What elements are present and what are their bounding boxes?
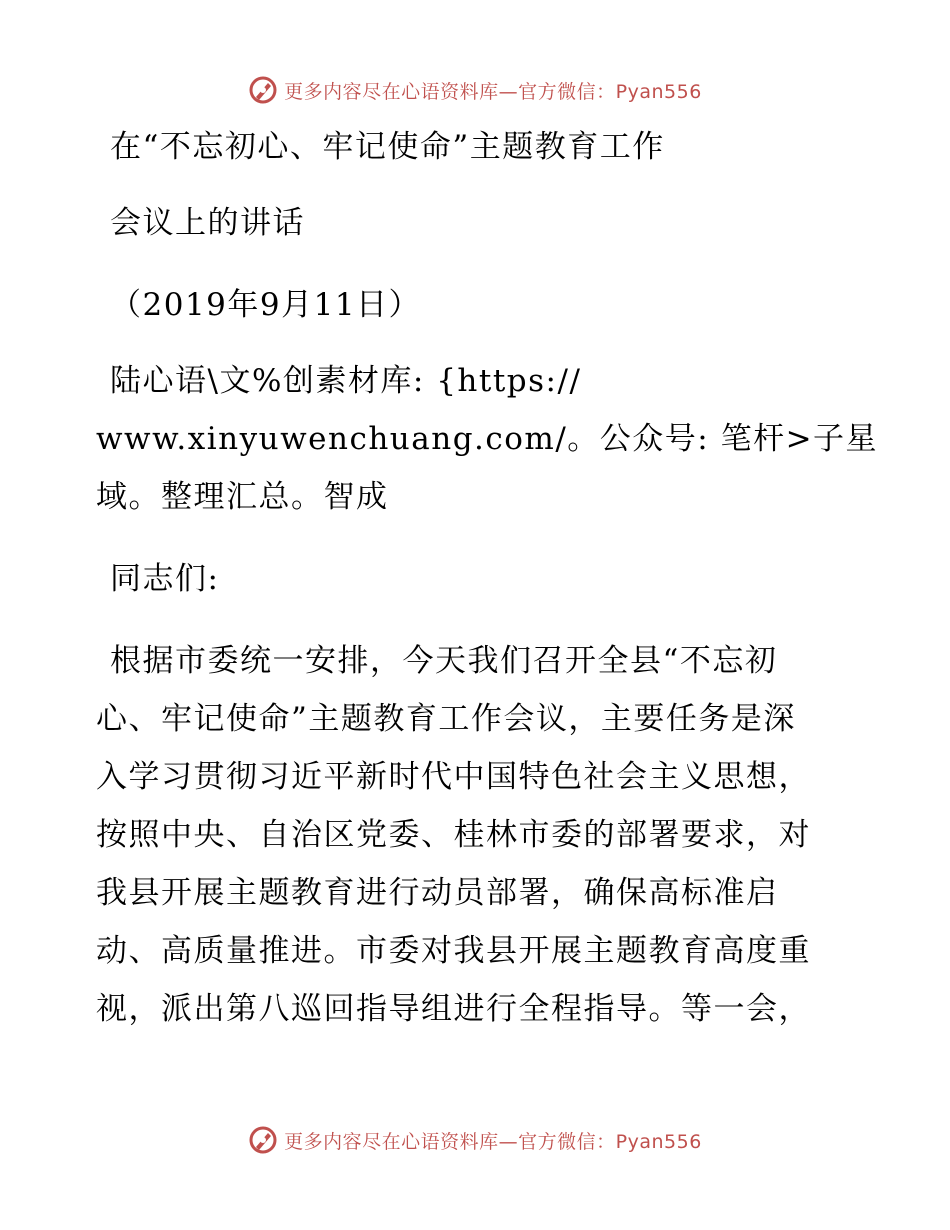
pen-logo-icon [248, 75, 278, 105]
watermark-text: 更多内容尽在心语资料库—官方微信：Pyan556 [284, 80, 702, 103]
body-line-2: 心、牢记使命”主题教育工作会议，主要任务是深 [96, 701, 796, 737]
title-line-1: 在“不忘初心、牢记使命”主题教育工作 [110, 129, 665, 165]
source-line-2: www.xinyuwenchuang.com/。公众号: 笔杆>子星 [96, 421, 879, 457]
source-line-3: 域。整理汇总。智成 [96, 479, 389, 515]
footer-watermark [0, 1122, 950, 1158]
title-line-2: 会议上的讲话 [110, 205, 305, 241]
watermark-text: 更多内容尽在心语资料库—官方微信：Pyan556 [284, 1130, 702, 1153]
pen-logo-icon [248, 1125, 278, 1155]
body-line-5: 我县开展主题教育进行动员部署，确保高标准启 [96, 875, 779, 911]
header-watermark [0, 72, 950, 108]
body-line-3: 入学习贯彻习近平新时代中国特色社会主义思想， [96, 759, 811, 795]
source-line-1: 陆心语\文%创素材库: {https:// [110, 363, 582, 399]
body-line-4: 按照中央、自治区党委、桂林市委的部署要求，对 [96, 817, 811, 853]
body-line-1: 根据市委统一安排，今天我们召开全县“不忘初 [110, 643, 778, 679]
document-body [96, 118, 879, 1038]
body-line-6: 动、高质量推进。市委对我县开展主题教育高度重 [96, 933, 811, 969]
body-line-7: 视，派出第八巡回指导组进行全程指导。等一会， [96, 991, 811, 1027]
speech-date: （2019年9月11日） [110, 287, 422, 323]
salutation: 同志们: [110, 561, 220, 597]
